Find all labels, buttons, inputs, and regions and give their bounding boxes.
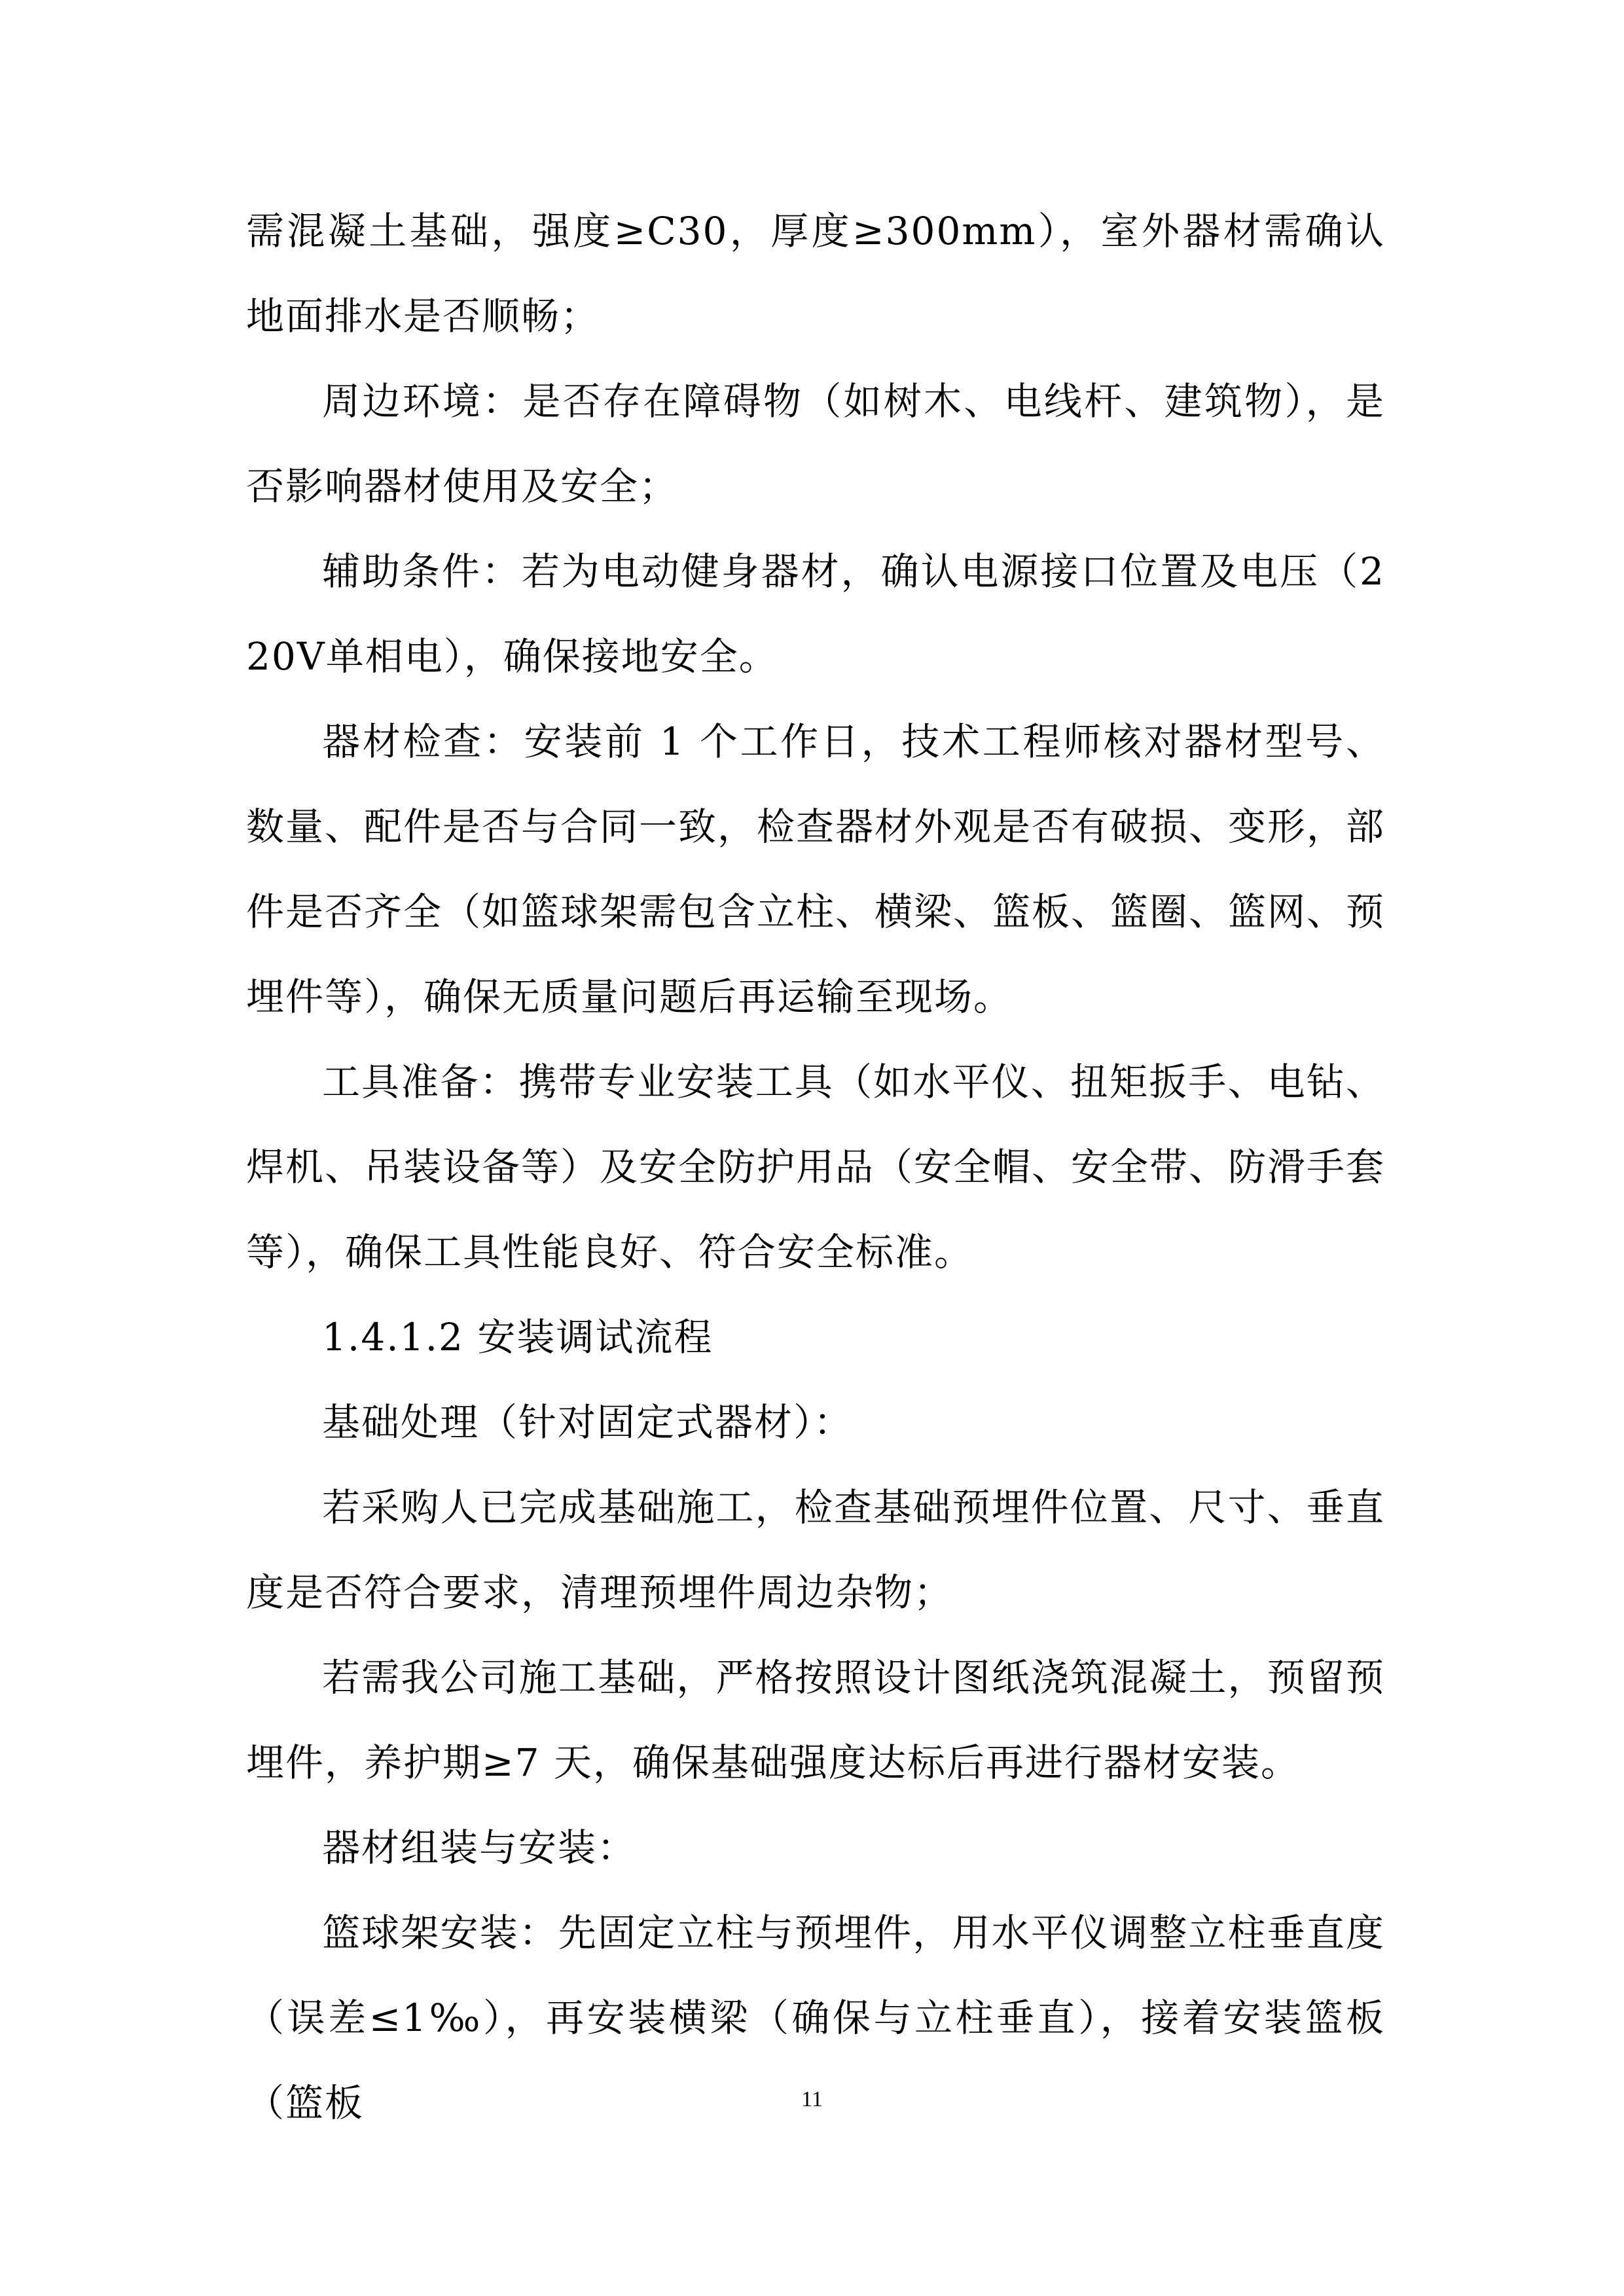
paragraph-basketball-stand: 篮球架安装：先固定立柱与预埋件，用水平仪调整立柱垂直度（误差≤1‰），再安装横梁（确保与立柱垂直），接着安装篮板（篮板 [246,1910,1385,2125]
paragraph-existing-foundation: 若采购人已完成基础施工，检查基础预埋件位置、尺寸、垂直度是否符合要求，清理预埋件周边杂物； [246,1485,1385,1615]
paragraph-equipment-inspection: 器材检查：安装前 1 个工作日，技术工程师核对器材型号、数量、配件是否与合同一致，检查器材外观是否有破损、变形，部件是否齐全（如篮球架需包含立柱、横梁、篮板、篮圈、篮网、预埋件等），确保无质量问题后再运输至现场。 [246,719,1386,1019]
body-text [246,188,1385,2145]
paragraph-new-foundation: 若需我公司施工基础，严格按照设计图纸浇筑混凝土，预留预埋件，养护期≥7 天，确保基础强度达标后再进行器材安装。 [246,1655,1385,1785]
paragraph-auxiliary-conditions: 辅助条件：若为电动健身器材，确认电源接口位置及电压（220V单相电），确保接地安全。 [246,549,1385,679]
paragraph-tool-preparation: 工具准备：携带专业安装工具（如水平仪、扭矩扳手、电钻、焊机、吊装设备等）及安全防护用品（安全帽、安全带、防滑手套等），确保工具性能良好、符合安全标准。 [246,1060,1386,1274]
paragraph-surrounding-environment: 周边环境：是否存在障碍物（如树木、电线杆、建筑物），是否影响器材使用及安全； [246,379,1385,509]
page-number: 11 [801,2087,823,2111]
paragraph-assembly-installation: 器材组装与安装： [322,1825,637,1870]
paragraph-foundation-treatment: 基础处理（针对固定式器材）： [322,1400,854,1444]
paragraph-foundation-requirement: 需混凝土基础，强度≥C30，厚度≥300mm），室外器材需确认地面排水是否顺畅； [246,209,1385,338]
section-heading-installation-process: 1.4.1.2 安装调试流程 [322,1315,713,1359]
